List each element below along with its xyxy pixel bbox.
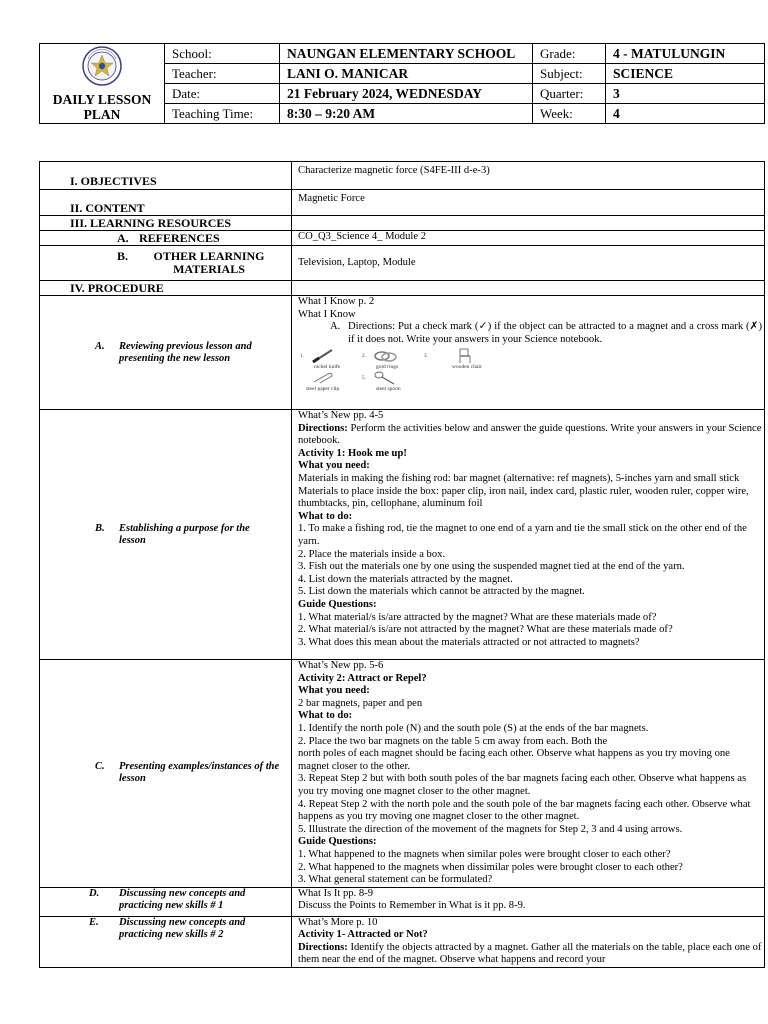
item-steel-spoon: [360, 370, 422, 392]
procedure-b-content: [292, 410, 765, 660]
references-row: [40, 231, 765, 246]
subject-value: SCIENCE: [606, 64, 765, 84]
item-num: 3.: [424, 354, 428, 360]
procedure-c-step: 1. Identify the north pole (N) and the south pole (S) at the ends of the bar magnets.: [298, 722, 649, 734]
grade-value: 4 - MATULUNGIN: [606, 44, 765, 64]
item-caption: steel spoon: [376, 386, 401, 393]
references-num: A.: [117, 230, 129, 245]
procedure-c-step: 5. Illustrate the direction of the movement of the magnets for Step 2, 3 and 4 using arrows.: [298, 823, 683, 835]
procedure-e-directions-label: Directions:: [298, 941, 348, 953]
objectives-row: [40, 162, 765, 190]
procedure-c-question: 1. What happened to the magnets when similar poles were brought closer to each other?: [298, 848, 671, 860]
procedure-a-row: [40, 296, 765, 410]
grade-label: Grade:: [533, 44, 606, 64]
procedure-a-letter: A.: [95, 340, 105, 352]
object-images: [298, 348, 498, 392]
procedure-e-row: [40, 916, 765, 967]
resources-row: [40, 216, 765, 231]
procedure-c-step: 4. Repeat Step 2 with the north pole and the south pole of the bar magnets facing each other. Observe what happens as you try moving one magnet closer to the other magnet.: [298, 798, 751, 823]
teacher-label: Teacher:: [165, 64, 280, 84]
subject-label: Subject:: [533, 64, 606, 84]
procedure-a-line1: What I Know p. 2: [298, 296, 375, 307]
item-nickel-knife: [298, 348, 360, 370]
references-label: REFERENCES: [139, 230, 220, 245]
logo-cell: [40, 44, 165, 124]
procedure-b-step: 4. List down the materials attracted by the magnet.: [298, 573, 513, 585]
procedure-b-need2: Materials to place inside the box: paper clip, iron nail, index card, plastic ruler, wooden ruler, copper wire, thumbtacks, pin, cellophane, aluminum foil: [298, 485, 749, 510]
procedure-c-row: [40, 660, 765, 888]
content-label: II. CONTENT: [70, 201, 145, 215]
other-materials-row: [40, 246, 765, 281]
other-num: B.: [117, 249, 129, 263]
procedure-a-direction: Directions: Put a check mark (✓) if the object can be attracted to a magnet and a cross mark (✗) if it does not. Write your answers in your Science notebook.: [348, 321, 762, 345]
procedure-b-step: 1. To make a fishing rod, tie the magnet to one end of a yarn and tie the small stick on the other end of the yarn.: [298, 523, 747, 547]
item-num: 2.: [362, 354, 366, 360]
procedure-c-question: 2. What happened to the magnets when dissimilar poles were brought closer to each other?: [298, 861, 683, 873]
procedure-d-line2: Discuss the Points to Remember in What is it pp. 8-9.: [298, 900, 526, 912]
procedure-d-row: [40, 887, 765, 916]
content-value: Magnetic Force: [292, 190, 765, 216]
procedure-d-content: [292, 887, 765, 916]
procedure-b-label: Establishing a purpose for the lesson: [119, 522, 250, 546]
procedure-c-todo-title: What to do:: [298, 710, 353, 722]
procedure-c-step: 3. Repeat Step 2 but with both south poles of the bar magnets facing each other. Observe what happens as you try moving one magnet closer to the other magnet.: [298, 773, 747, 797]
knife-icon: [310, 348, 336, 364]
date-label: Date:: [165, 84, 280, 104]
procedure-c-label: Presenting examples/instances of the lesson: [119, 761, 280, 785]
procedure-e-label: Discussing new concepts and practicing new skills # 2: [119, 916, 246, 940]
teaching-time-label: Teaching Time:: [165, 104, 280, 124]
procedure-e-letter: E.: [89, 916, 99, 928]
rings-icon: [372, 348, 398, 364]
procedure-c-line1: What’s New pp. 5-6: [298, 660, 384, 671]
item-gold-rings: [360, 348, 422, 370]
procedure-c-activity: Activity 2: Attract or Repel?: [298, 672, 427, 684]
procedure-label: IV. PROCEDURE: [70, 280, 164, 295]
objectives-value: Characterize magnetic force (S4FE-III d-e-3): [292, 162, 765, 190]
item-steel-paper-clip: [298, 370, 360, 392]
date-value: 21 February 2024, WEDNESDAY: [280, 84, 533, 104]
procedure-b-step: 5. List down the materials which cannot be attracted by the magnet.: [298, 586, 585, 598]
procedure-c-step: 2. Place the two bar magnets on the table 5 cm away from each. Both the: [298, 735, 608, 747]
procedure-b-row: [40, 410, 765, 660]
procedure-b-need1: Materials in making the fishing rod: bar magnet (alternative: ref magnets), 5-inches yarn and small stick: [298, 472, 740, 484]
procedure-b-step: 3. Fish out the materials one by one using the suspended magnet tied at the end of the yarn.: [298, 561, 685, 573]
procedure-c-need-title: What you need:: [298, 685, 370, 697]
quarter-label: Quarter:: [533, 84, 606, 104]
procedure-a-label: Reviewing previous lesson and presenting the new lesson: [119, 340, 252, 364]
lesson-table: [39, 161, 765, 968]
item-wooden-chair: [422, 348, 484, 370]
procedure-b-directions-label: Directions:: [298, 422, 348, 434]
procedure-b-need-title: What you need:: [298, 460, 370, 472]
procedure-b-question: 3. What does this mean about the materials attracted or not attracted to magnets?: [298, 636, 640, 648]
teaching-time-value: 8:30 – 9:20 AM: [280, 104, 533, 124]
objectives-label: I. OBJECTIVES: [70, 174, 157, 188]
plan-title: DAILY LESSON PLAN: [52, 91, 152, 122]
procedure-b-directions-text: Perform the activities below and answer the guide questions. Write your answers in your Science notebook.: [298, 422, 762, 447]
references-value: CO_Q3_Science 4_ Module 2: [292, 231, 765, 246]
procedure-a-content: [292, 296, 765, 410]
procedure-c-guide-title: Guide Questions:: [298, 836, 377, 848]
procedure-b-todo-title: What to do:: [298, 510, 353, 522]
procedure-c-letter: C.: [95, 761, 105, 773]
procedure-b-activity: Activity 1: Hook me up!: [298, 447, 407, 459]
procedure-b-step: 2. Place the materials inside a box.: [298, 548, 446, 560]
deped-seal-icon: [82, 46, 122, 86]
procedure-e-directions-text: Identify the objects attracted by a magnet. Gather all the materials on the table, place each one of them near the end of the magnet. Observe what happens and record your: [298, 941, 762, 966]
procedure-row: [40, 281, 765, 296]
item-num: 5.: [362, 376, 366, 382]
procedure-c-content: [292, 660, 765, 888]
other-label: OTHER LEARNING MATERIALS: [153, 249, 265, 276]
procedure-c-question: 3. What general statement can be formulated?: [298, 874, 493, 886]
item-caption: gold rings: [376, 364, 399, 371]
week-label: Week:: [533, 104, 606, 124]
quarter-value: 3: [606, 84, 765, 104]
spoon-icon: [372, 370, 398, 386]
item-caption: wooden chair: [452, 364, 482, 371]
other-value: Television, Laptop, Module: [292, 246, 765, 281]
resources-label: III. LEARNING RESOURCES: [70, 215, 232, 230]
procedure-d-label: Discussing new concepts and practicing new skills # 1: [119, 887, 246, 911]
teacher-value: LANI O. MANICAR: [280, 64, 533, 84]
procedure-b-guide-title: Guide Questions:: [298, 598, 377, 610]
procedure-b-letter: B.: [95, 522, 105, 534]
procedure-e-content: [292, 916, 765, 967]
procedure-d-line1: What Is It pp. 8-9: [298, 887, 374, 899]
procedure-c-need: 2 bar magnets, paper and pen: [298, 697, 423, 709]
procedure-b-question: 2. What material/s is/are not attracted by the magnet? What are these materials made of?: [298, 624, 673, 636]
school-value: NAUNGAN ELEMENTARY SCHOOL: [280, 44, 533, 64]
chair-icon: [452, 348, 478, 364]
paper-clip-icon: [310, 370, 336, 386]
header-table: [39, 43, 765, 124]
procedure-b-question: 1. What material/s is/are attracted by the magnet? What are these materials made of?: [298, 611, 657, 623]
procedure-e-line1: What’s More p. 10: [298, 916, 378, 928]
item-caption: nickel knife: [314, 364, 341, 371]
item-num: 1.: [300, 354, 304, 360]
content-row: [40, 190, 765, 216]
procedure-c-step: north poles of each magnet should be facing each other. Observe what happens as you try moving one magnet closer to the other.: [298, 748, 730, 772]
week-value: 4: [606, 104, 765, 124]
item-caption: steel paper clip: [306, 386, 340, 393]
procedure-a-direction-letter: A.: [330, 321, 341, 333]
procedure-b-line1: What’s New pp. 4-5: [298, 410, 384, 421]
procedure-d-letter: D.: [89, 887, 100, 899]
procedure-e-activity: Activity 1- Attracted or Not?: [298, 929, 428, 941]
school-label: School:: [165, 44, 280, 64]
procedure-a-line2: What I Know: [298, 308, 356, 320]
